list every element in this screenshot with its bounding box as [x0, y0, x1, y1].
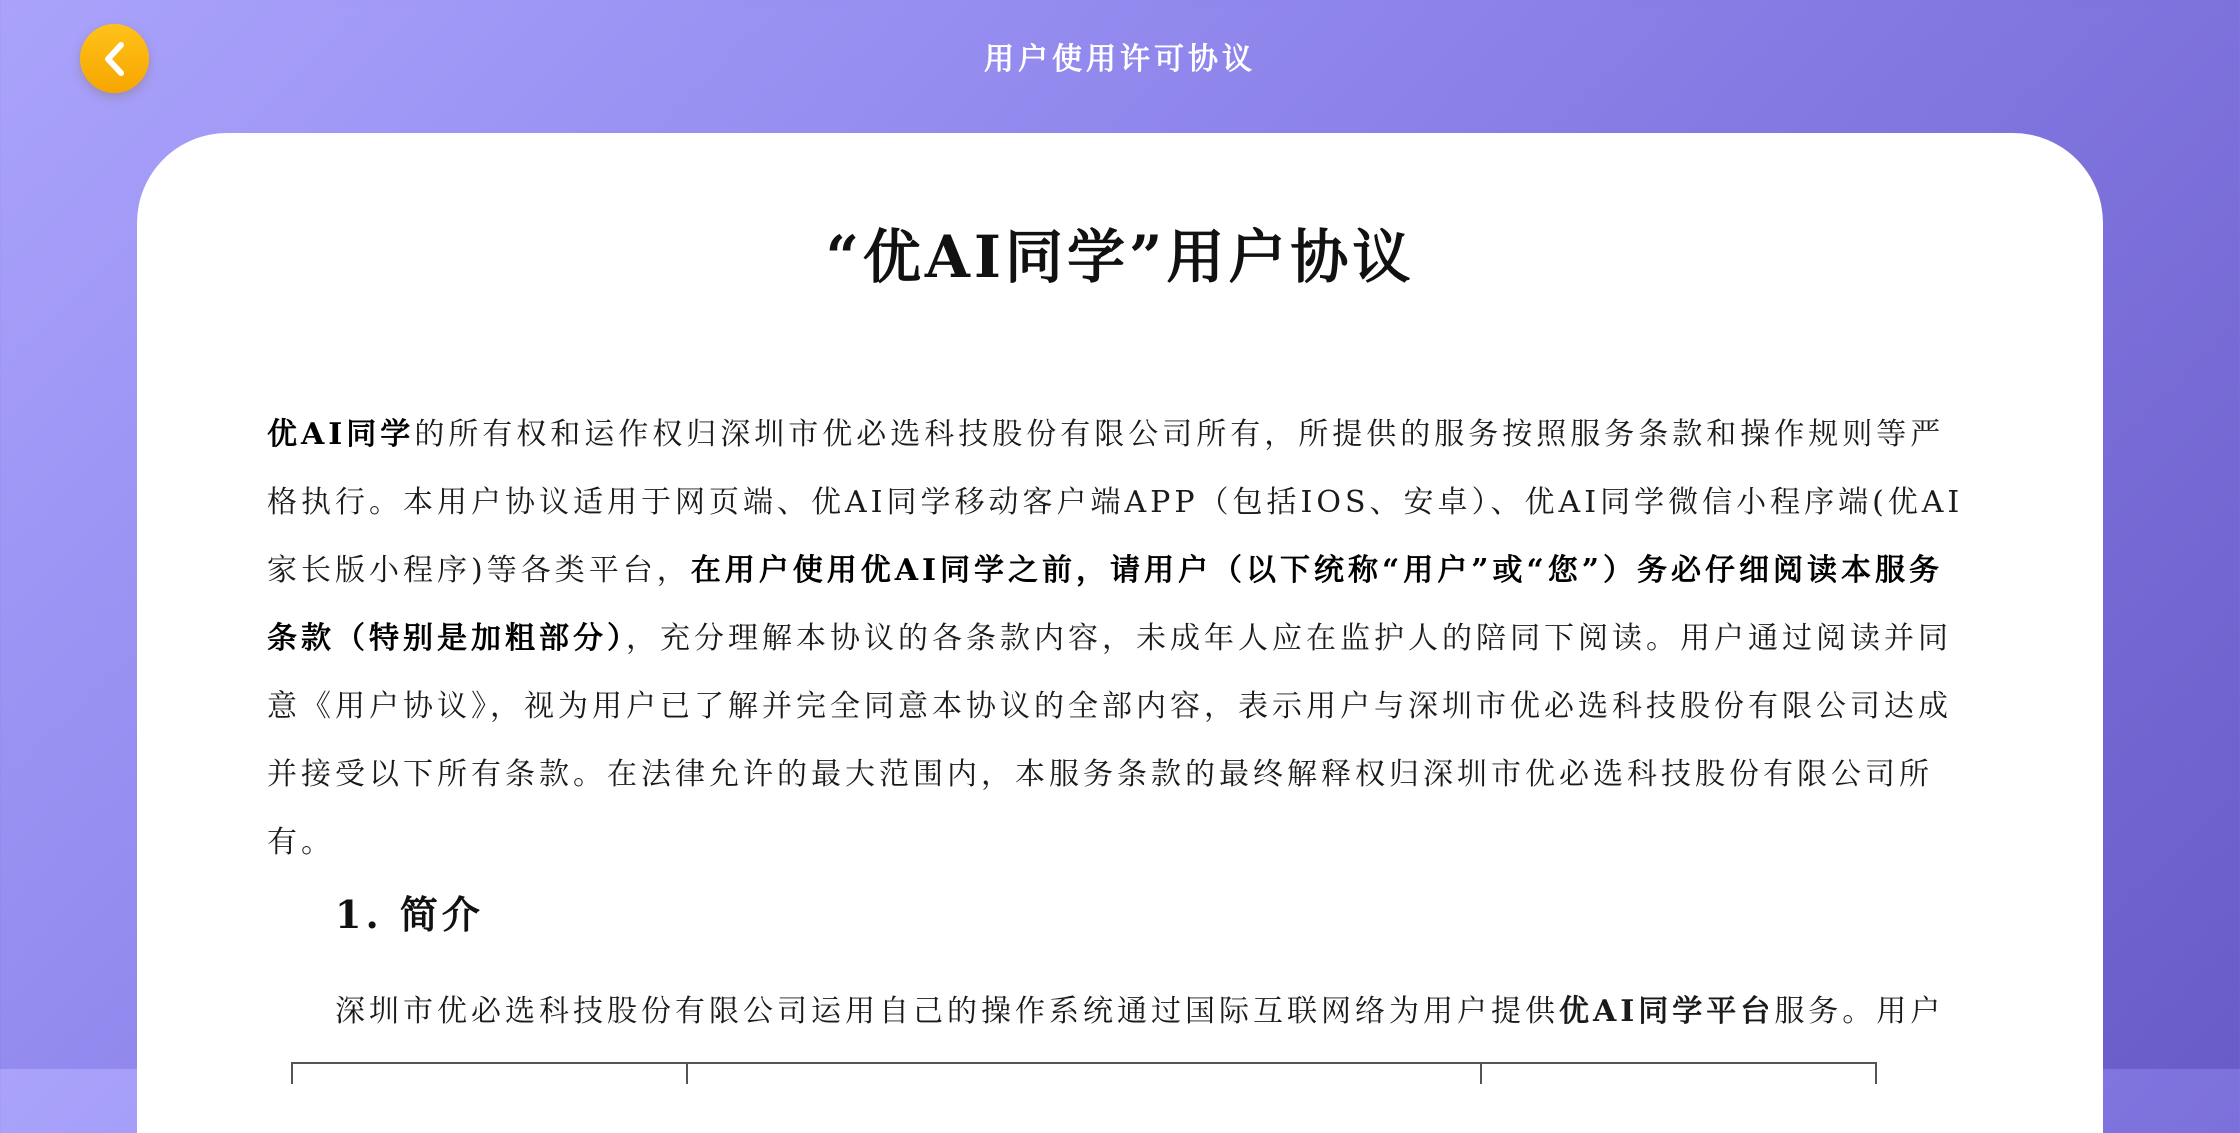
- section-paragraph: [335, 978, 1975, 1046]
- section-text-part2: 服务。用户: [1774, 994, 1945, 1029]
- section-text-bold: 优AI同学平台: [1559, 994, 1775, 1029]
- intro-text-part1: 的所有权和运作权归深圳市优必选科技股份有限公司所有，所提供的服务按照服务条款和操作规则等严格执行。本用户协议适用于网页端、优AI同学移动客户端APP（包括IOS、安卓）、优AI同学微信小程序端(优AI家长版小程序)等各类平台，: [267, 417, 1964, 588]
- document-title: “优AI同学”用户协议: [825, 223, 1415, 291]
- document-card[interactable]: [137, 133, 2103, 1133]
- table-cell: [291, 1062, 686, 1084]
- intro-emphasis-bold: 在用户使用优AI同学之前，请用户（以下统称“用户”或“您”）务必仔细阅读本服务条款（特别是加粗部分）: [267, 553, 1944, 656]
- table-cell: [1480, 1062, 1877, 1084]
- section-text-part1: 深圳市优必选科技股份有限公司运用自己的操作系统通过国际互联网络为用户提供: [335, 994, 1559, 1029]
- page-title: 用户使用许可协议: [984, 42, 1256, 77]
- intro-text-part2: ，充分理解本协议的各条款内容，未成年人应在监护人的陪同下阅读。用户通过阅读并同意《用户协议》，视为用户已了解并完全同意本协议的全部内容，表示用户与深圳市优必选科技股份有限公司达成并接受以下所有条款。在法律允许的最大范围内，本服务条款的最终解释权归深圳市优必选科技股份有限公司所有。: [267, 621, 1952, 860]
- table: [291, 1062, 1877, 1082]
- intro-lead-bold: 优AI同学: [267, 417, 415, 452]
- section-heading-intro: 1. 简介: [335, 892, 484, 937]
- table-cell: [686, 1062, 1480, 1084]
- intro-paragraph: [267, 401, 1967, 877]
